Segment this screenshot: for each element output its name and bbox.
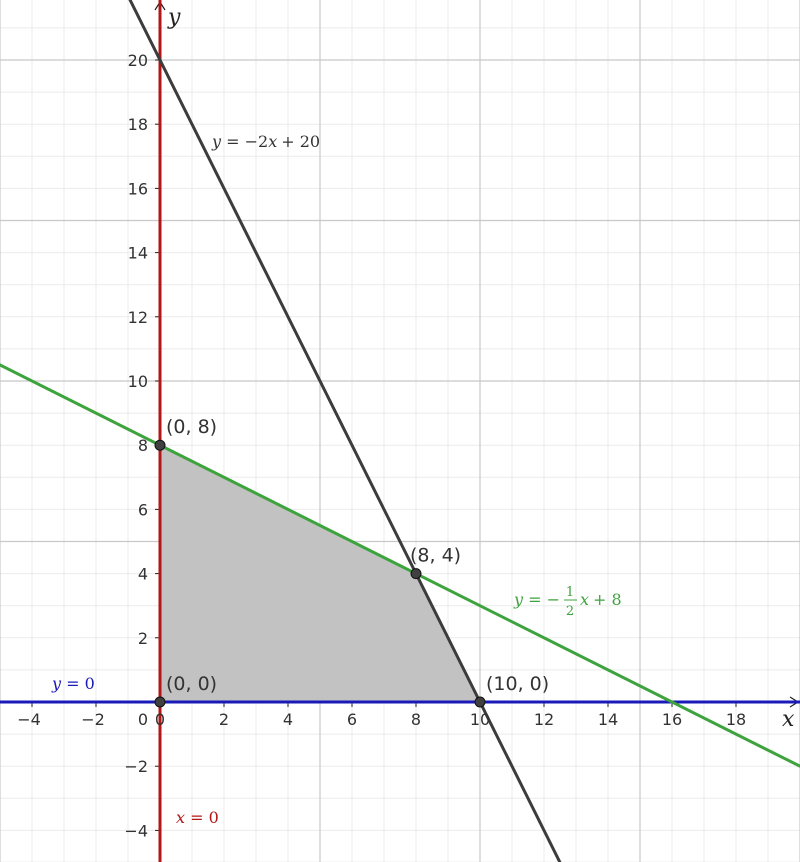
y-tick-label: 10 [127,372,148,391]
vertex-point [475,697,485,707]
x-tick-label: −2 [81,710,105,729]
vertex-label: (8, 4) [410,544,462,567]
svg-text:2: 2 [565,604,575,619]
x-tick-label: 14 [597,710,619,729]
x-tick-label: 4 [282,710,294,729]
x-tick-label: −4 [17,710,41,729]
y-axis-title: y [168,5,181,30]
equation-label-black: y = −2x + 20 [212,132,321,151]
y-tick-label: 2 [137,628,148,648]
y-tick-label: 6 [137,500,148,520]
vertex-label: (10, 0) [486,673,550,695]
svg-text:x+ 8: x + 8 [580,590,622,609]
vertex-label: (0, 8) [166,416,218,439]
origin-label: 0 [137,710,148,729]
vertex-point [155,697,165,707]
y-tick-label: 18 [127,115,148,135]
vertex-point [155,440,165,450]
y-tick-label: 14 [127,243,148,263]
svg-text:1: 1 [565,585,575,600]
x-tick-label: 10 [469,710,491,729]
x-axis-title: x [782,707,795,732]
x-tick-label: 2 [218,710,230,729]
equation-label-green [513,585,622,619]
axes [0,2,798,862]
x-tick-label: 18 [725,710,747,729]
y-tick-label: 4 [137,564,148,584]
y-tick-label: 8 [137,436,148,456]
x-tick-label: 0 [154,710,166,729]
vertex-label: (0, 0) [166,673,218,695]
equation-label-blue: y = 0 [52,674,95,693]
y-tick-label: 16 [127,179,148,199]
y-tick-label: 12 [127,307,148,327]
equation-label-red: x = 0 [176,808,219,827]
y-tick-label: −2 [124,757,148,777]
x-tick-label: 6 [346,710,358,729]
x-tick-label: 8 [410,710,422,729]
x-tick-label: 12 [533,710,555,729]
svg-text:y = −: y = − [514,590,561,609]
y-tick-label: 20 [127,51,148,70]
vertex-point [411,569,421,579]
x-tick-label: 16 [661,710,683,729]
y-tick-label: −4 [124,821,148,841]
